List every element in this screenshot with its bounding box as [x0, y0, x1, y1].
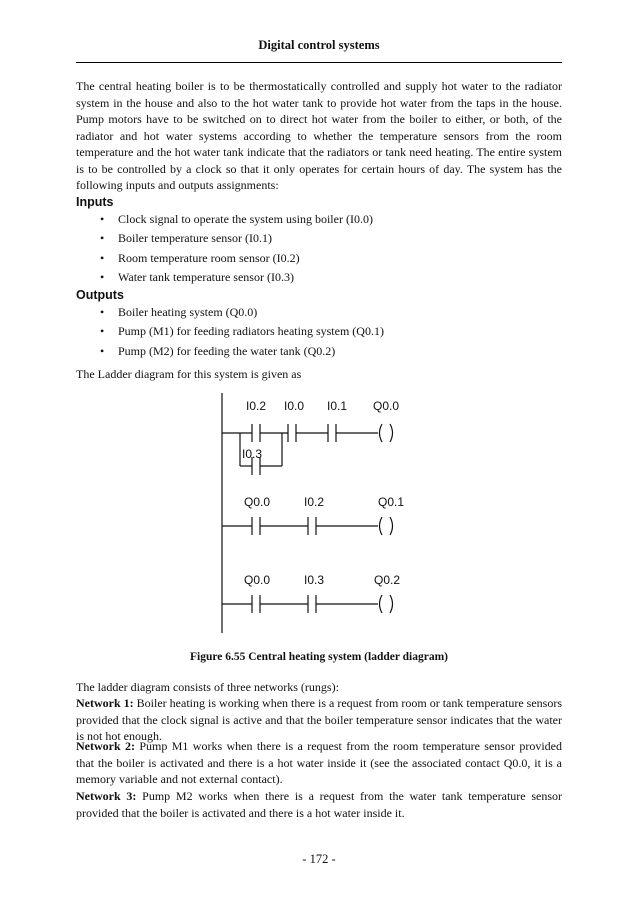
label-q00-r3: Q0.0	[244, 573, 271, 587]
outputs-list	[96, 303, 384, 361]
bullet-icon: •	[100, 250, 105, 265]
network-2-paragraph: Network 2: Pump M1 works when there is a request from the room temperature sensor provided that the boiler is activated and there is a hot water inside it (see the associated contact Q0.0, it is a memory variable and not external contact).	[76, 739, 562, 786]
coil-q02-right	[390, 595, 393, 613]
figure-caption: Figure 6.55 Central heating system (ladder diagram)	[190, 651, 448, 663]
label-i02: I0.2	[246, 399, 267, 413]
label-i03: I0.3	[242, 447, 263, 461]
coil-q02-left	[380, 595, 383, 613]
list-item: • Boiler heating system (Q0.0)	[96, 303, 384, 322]
inputs-list	[96, 210, 373, 287]
coil-q01-right	[390, 517, 393, 535]
outputs-heading: Outputs	[76, 288, 124, 302]
coil-q01-left	[380, 517, 383, 535]
label-q01: Q0.1	[378, 495, 405, 509]
bullet-icon: •	[100, 324, 105, 339]
label-q00-r2: Q0.0	[244, 495, 271, 509]
page-number: - 172 -	[302, 852, 336, 866]
network-3-paragraph: Network 3: Pump M2 works when there is a request from the water tank temperature sensor provided that the boiler is activated and there is a hot water inside it.	[76, 789, 562, 820]
networks-intro: The ladder diagram consists of three networks (rungs):	[76, 680, 339, 694]
ladder-diagram	[200, 388, 430, 638]
label-i02-r2: I0.2	[304, 495, 325, 509]
network-2-label: Network 2:	[76, 739, 136, 753]
list-item: • Water tank temperature sensor (I0.3)	[96, 268, 373, 287]
network-1-paragraph: Network 1: Boiler heating is working when there is a request from room or tank temperature sensors provided that the clock signal is active and that the boiler temperature sensor indicates that the water is not hot enough.	[76, 696, 563, 743]
label-q00: Q0.0	[373, 399, 400, 413]
header-rule	[76, 62, 562, 63]
bullet-icon: •	[100, 231, 105, 246]
inputs-heading: Inputs	[76, 195, 114, 209]
coil-q00-left	[380, 424, 383, 442]
list-item: • Pump (M1) for feeding radiators heating system (Q0.1)	[96, 322, 384, 341]
coil-q00-right	[390, 424, 393, 442]
bullet-icon: •	[100, 305, 105, 319]
list-item: • Boiler temperature sensor (I0.1)	[96, 229, 373, 248]
page-header: Digital control systems	[258, 38, 380, 52]
list-item: • Clock signal to operate the system using boiler (I0.0)	[96, 210, 373, 229]
label-i01: I0.1	[327, 399, 348, 413]
ladder-intro: The Ladder diagram for this system is given as	[76, 367, 302, 381]
bullet-icon: •	[100, 212, 105, 226]
network-3-label: Network 3:	[76, 789, 137, 803]
bullet-icon: •	[100, 269, 105, 284]
label-i03-r3: I0.3	[304, 573, 325, 587]
bullet-icon: •	[100, 343, 105, 358]
network-1-label: Network 1:	[76, 696, 134, 710]
list-item: • Room temperature room sensor (I0.2)	[96, 249, 373, 268]
label-q02: Q0.2	[374, 573, 401, 587]
list-item: • Pump (M2) for feeding the water tank (Q0.2)	[96, 342, 384, 361]
intro-paragraph: The central heating boiler is to be thermostatically controlled and supply hot water to the radiator system in the house and also to the hot water tank to provide hot water from the taps in the house. Pump motors have to be switched on to direct hot water from the boiler to either, or both, of the radiator and hot water systems according to whether the temperature sensors from the room temperature and the hot water tank indicate that the radiators or tank need heating. The entire system is to be controlled by a clock so that it only operates for certain hours of day. The system has the following inputs and outputs assignments:	[76, 79, 562, 192]
label-i00: I0.0	[284, 399, 305, 413]
